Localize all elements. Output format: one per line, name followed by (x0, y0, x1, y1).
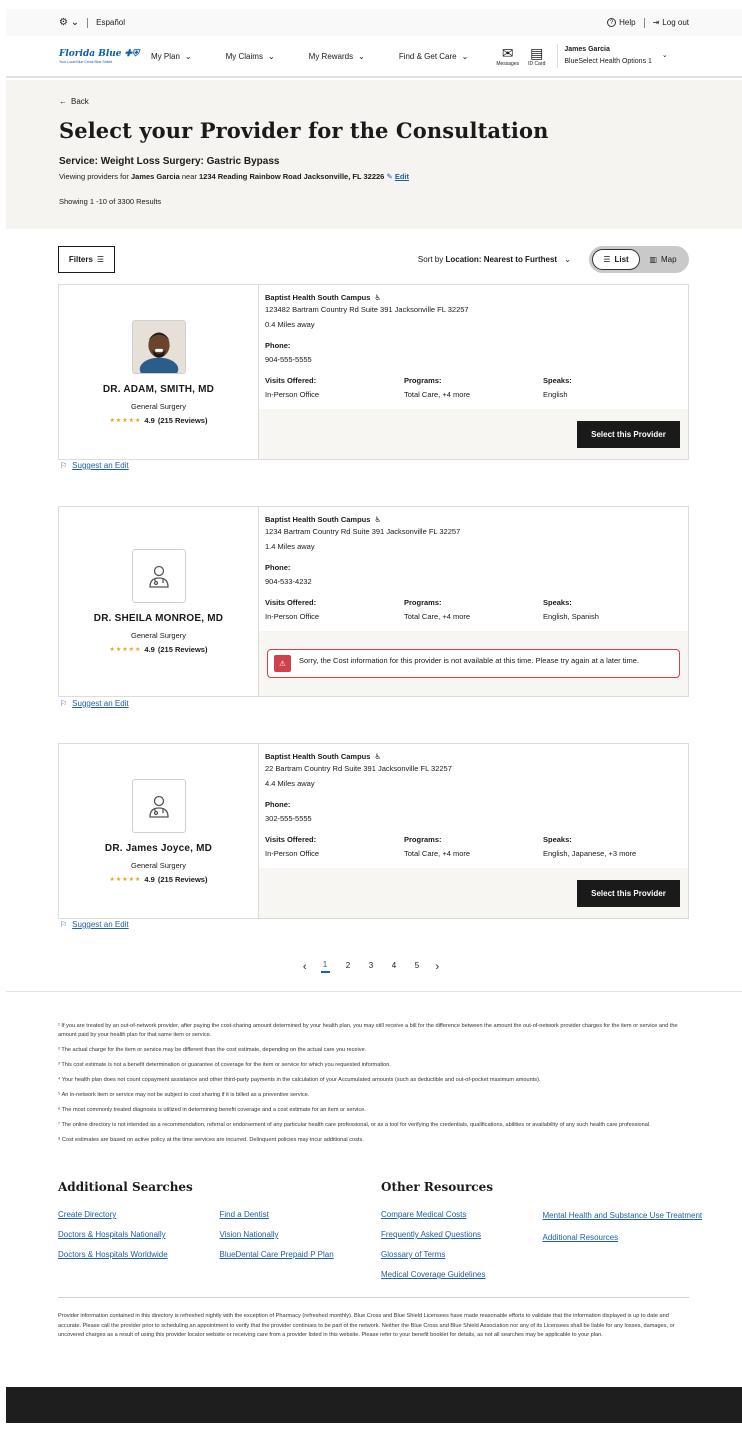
list-icon: ☰ (603, 254, 611, 264)
nav-label: My Rewards (308, 51, 354, 61)
programs-label: Programs: (404, 376, 442, 385)
link-doctors-worldwide[interactable]: Doctors & Hospitals Worldwide (58, 1250, 168, 1259)
doctor-placeholder-icon (146, 563, 172, 589)
other-resources-title: Other Resources (381, 1180, 493, 1194)
provider-summary (59, 285, 259, 459)
provider-name: DR. James Joyce, MD (104, 842, 213, 854)
nav-find-get-care[interactable] (399, 52, 469, 61)
provider-specialty: General Surgery (130, 631, 187, 640)
list-view-button[interactable] (592, 249, 640, 270)
visits-label: Visits Offered: (265, 376, 317, 385)
cost-unavailable-alert (267, 649, 680, 678)
utility-right (607, 18, 689, 28)
doctor-placeholder-icon (146, 793, 172, 819)
star-rating-icon: ★★★★★ (109, 876, 142, 883)
provider-name: DR. SHEILA MONROE, MD (93, 613, 224, 624)
logout-label: Log out (662, 18, 689, 27)
speaks-value: English, Japanese, +3 more (543, 849, 637, 858)
footnote: ⁶ The most commonly treated diagnosis is utilized in determining benefit coverage and a cost estimate for an item or service. (58, 1107, 366, 1113)
results-count: Showing 1 -10 of 3300 Results (59, 197, 162, 206)
suggest-edit-label: Suggest an Edit (72, 461, 129, 470)
resources-section (58, 1180, 703, 1279)
link-mental-health[interactable]: Mental Health and Substance Use Treatment (542, 1211, 703, 1220)
logo-tagline: Your Local Blue Cross Blue Shield (59, 59, 113, 64)
page-3[interactable]: 3 (368, 961, 374, 970)
chevron-right-icon[interactable]: › (435, 960, 440, 973)
cross-shield-icon: ✚⛨ (124, 48, 139, 59)
phone-number: 904-555-5555 (265, 355, 312, 364)
link-bluedental[interactable]: BlueDental Care Prepaid P Plan (219, 1250, 334, 1259)
rating-value: 4.9 (144, 874, 155, 884)
programs-value: Total Care, +4 more (404, 612, 471, 621)
visits-value: In-Person Office (265, 849, 320, 858)
viewing-prefix: Viewing providers for (59, 172, 129, 181)
link-compare-costs[interactable]: Compare Medical Costs (381, 1210, 467, 1219)
nav-my-claims[interactable] (226, 52, 275, 61)
sort-dropdown[interactable] (418, 255, 571, 264)
flag-icon: ⚐ (60, 920, 68, 929)
distance: 4.4 Miles away (265, 779, 315, 788)
section-divider (6, 991, 742, 992)
page-2[interactable]: 2 (345, 961, 351, 970)
settings-gear-icon[interactable]: ⚙ ⌄ (59, 17, 80, 28)
phone-number: 904-533-4232 (265, 577, 312, 586)
divider (644, 18, 645, 28)
provider-rating (110, 416, 208, 425)
provider-photo (132, 320, 186, 374)
other-resources (381, 1180, 704, 1279)
facility-address: 123482 Bartram Country Rd Suite 391 Jacksonville FL 32257 (265, 305, 469, 314)
filters-button[interactable] (58, 246, 115, 273)
sort-value: Location: Nearest to Furthest (445, 254, 558, 264)
programs-value: Total Care, +4 more (404, 849, 471, 858)
link-coverage-guidelines[interactable]: Medical Coverage Guidelines (381, 1270, 486, 1279)
back-link[interactable] (59, 97, 689, 106)
nav-label: My Claims (225, 51, 263, 61)
map-view-button[interactable] (640, 249, 686, 270)
suggest-edit-label: Suggest an Edit (72, 920, 129, 929)
divider (87, 18, 88, 28)
phone-label: Phone: (265, 563, 291, 572)
sort-and-view (418, 246, 689, 273)
speaks-label: Speaks: (543, 598, 572, 607)
flag-icon: ⚐ (60, 699, 68, 708)
speaks-label: Speaks: (543, 376, 572, 385)
chevron-down-icon: ⌄ (461, 51, 469, 61)
footnote: ⁸ Cost estimates are based on active policy at the time services are incurred. Delinquent policies may incur additional costs. (58, 1137, 364, 1143)
link-doctors-nationally[interactable]: Doctors & Hospitals Nationally (58, 1230, 166, 1239)
messages-label: Messages (496, 60, 520, 67)
programs-label: Programs: (404, 598, 442, 607)
star-rating-icon: ★★★★★ (109, 647, 142, 653)
link-faq[interactable]: Frequently Asked Questions (381, 1230, 482, 1239)
envelope-icon: ✉ (501, 44, 514, 61)
nav-my-plan[interactable] (151, 52, 192, 61)
messages-button[interactable] (496, 46, 519, 67)
additional-searches (58, 1180, 381, 1279)
page-title: Select your Provider for the Consultation (59, 118, 549, 143)
back-label: Back (71, 97, 89, 106)
footnotes (58, 1022, 689, 1151)
list-label: List (614, 254, 629, 264)
nav-label: Find & Get Care (398, 51, 457, 61)
main-navigation (6, 36, 742, 78)
results-toolbar (58, 245, 689, 273)
help-icon: ? (607, 18, 616, 27)
provider-details (259, 507, 688, 696)
viewing-member: James Garcia (131, 172, 180, 181)
review-count: (215 Reviews) (157, 645, 208, 654)
facility-address: 1234 Bartram Country Rd Suite 391 Jacksonville FL 32257 (265, 527, 461, 536)
account-name: James Garcia (564, 46, 610, 53)
distance: 0.4 Miles away (265, 320, 315, 329)
service-heading: Service: Weight Loss Surgery: Gastric Bypass (59, 156, 280, 167)
star-rating-icon: ★★★★★ (109, 417, 142, 424)
id-card-button[interactable] (528, 46, 545, 67)
wheelchair-icon: ♿ (374, 293, 382, 302)
suggest-edit-link[interactable] (60, 461, 129, 470)
account-plan: BlueSelect Health Options 1 (564, 58, 652, 65)
page-4[interactable]: 4 (391, 961, 397, 970)
nav-label: My Plan (151, 51, 180, 61)
select-provider-button[interactable]: Select this Provider (577, 880, 680, 907)
provider-details (259, 285, 688, 459)
provider-rating (110, 645, 208, 654)
facility-name: Baptist Health South Campus ♿ (265, 752, 382, 761)
provider-summary (59, 744, 259, 918)
link-additional-resources[interactable]: Additional Resources (542, 1233, 619, 1242)
chevron-down-icon: ⌄ (184, 51, 192, 61)
card-action-bar (259, 409, 688, 459)
provider-rating (110, 875, 208, 884)
footnote: ⁵ An in-network item or service may not be subject to cost sharing if it is billed as a preventive service. (58, 1092, 310, 1098)
speaks-value: English, Spanish (543, 612, 599, 621)
sliders-icon: ☰ (96, 254, 105, 264)
id-card-icon: ▤ (530, 44, 544, 61)
account-menu[interactable] (557, 44, 667, 68)
id-card-label: ID Card (528, 60, 546, 67)
provider-card (58, 284, 689, 460)
facility-name: Baptist Health South Campus ♿ (265, 293, 382, 302)
chevron-down-icon: ⌄ (661, 52, 668, 59)
provider-details (259, 744, 688, 918)
edit-location-link[interactable]: Edit (394, 172, 410, 181)
nav-my-rewards[interactable] (309, 52, 365, 61)
florida-blue-logo[interactable] (59, 49, 151, 64)
utility-left (59, 17, 125, 28)
wheelchair-icon: ♿ (374, 752, 382, 761)
footnote: ² The actual charge for the item or service may be different than the cost estimate, depending on the actual care you receive. (58, 1047, 367, 1053)
provider-photo-placeholder (132, 779, 186, 833)
page-header (6, 80, 742, 229)
programs-label: Programs: (404, 835, 442, 844)
programs-value: Total Care, +4 more (404, 390, 471, 399)
facility-name: Baptist Health South Campus ♿ (265, 515, 382, 524)
footnote: ¹ If you are treated by an out-of-network provider, after paying the cost-sharing amount determined by your health plan, you may still receive a bill for the difference between the amount the out-of-network provider charges for the item or service and the amount paid by your health plan for that same item or service. (58, 1023, 678, 1038)
logout-link[interactable] (653, 18, 689, 27)
section-divider (58, 1297, 689, 1298)
link-find-dentist[interactable]: Find a Dentist (219, 1210, 269, 1219)
wheelchair-icon: ♿ (374, 515, 382, 524)
phone-number: 302-555-5555 (265, 814, 312, 823)
distance: 1.4 Miles away (265, 542, 315, 551)
facility-address: 22 Bartram Country Rd Suite 391 Jacksonville FL 32257 (265, 764, 452, 773)
flag-icon: ⚐ (60, 461, 68, 470)
phone-label: Phone: (265, 800, 291, 809)
card-action-bar (259, 631, 688, 696)
logo-brand: Florida Blue (59, 48, 122, 59)
help-link[interactable] (607, 18, 635, 27)
footnote: ⁴ Your health plan does not count copayment assistance and other third-party payments in the calculation of your Accumulated amounts (such as deductible and out-of-pocket maximum amounts). (58, 1077, 541, 1083)
viewing-near: near (181, 172, 197, 181)
viewing-context (59, 172, 689, 181)
rating-value: 4.9 (144, 415, 155, 425)
site-footer (6, 1387, 742, 1423)
visits-label: Visits Offered: (265, 835, 317, 844)
rating-value: 4.9 (144, 645, 155, 654)
speaks-label: Speaks: (543, 835, 572, 844)
visits-value: In-Person Office (265, 390, 320, 399)
link-vision-nationally[interactable]: Vision Nationally (219, 1230, 279, 1239)
additional-searches-title: Additional Searches (58, 1180, 193, 1194)
directory-disclaimer: Provider information contained in this directory is refreshed nightly with the exception of Pharmacy (refreshed monthly). Blue Cross and Blue Shield Licensees have made reasonable efforts to validate that the information displayed is up to date and accurate. Please call the provider prior to scheduling an appointment to verify that the provider continues to be part of the network. Neither the Blue Cross and Blue Shield Association nor any of its Licensees shall be liable for any losses, damages, or uncovered charges as a result of using this provider locator website or receiving care from a provider listed in this website. Please refer to your benefit booklet for details, as not all searches may be applicable to your plan. (58, 1313, 675, 1338)
map-label: Map (661, 254, 677, 264)
footnote: ⁷ The online directory is not intended as a recommendation, referral or endorsement of any particular health care professional, or as a tool for verifying the credentials, qualifications, abilities or availability of any such health care professional. (58, 1122, 651, 1128)
link-glossary[interactable]: Glossary of Terms (381, 1250, 446, 1259)
page-5[interactable]: 5 (414, 961, 420, 970)
page-1[interactable]: 1 (321, 960, 330, 973)
provider-summary (59, 507, 259, 696)
help-label: Help (619, 18, 636, 27)
warning-icon: ⚠ (274, 655, 291, 672)
provider-card (58, 506, 689, 697)
select-provider-button[interactable]: Select this Provider (577, 421, 680, 448)
chevron-down-icon: ⌄ (358, 51, 365, 61)
chevron-down-icon: ⌄ (564, 254, 571, 264)
review-count: (215 Reviews) (157, 874, 208, 884)
suggest-edit-link[interactable] (60, 699, 129, 708)
card-action-bar (259, 868, 688, 918)
speaks-value: English (543, 390, 568, 399)
visits-label: Visits Offered: (265, 598, 317, 607)
filters-label: Filters (68, 254, 93, 264)
chevron-left-icon[interactable]: ‹ (302, 960, 307, 973)
arrow-left-icon: ← (59, 97, 67, 106)
language-link[interactable]: Español (96, 18, 126, 27)
provider-photo-placeholder (132, 549, 186, 603)
footnote: ³ This cost estimate is not a benefit determination or guarantee of coverage for the item or service for which you requested information. (58, 1062, 391, 1068)
logout-icon: ⇥ (652, 18, 660, 27)
provider-specialty: General Surgery (130, 860, 187, 870)
provider-name: DR. ADAM, SMITH, MD (102, 383, 215, 395)
alert-message: Sorry, the Cost information for this provider is not available at this time. Please try again at a later time. (299, 656, 640, 665)
utility-bar (6, 9, 742, 36)
sort-prefix: Sort by (417, 254, 444, 264)
doctor-photo-icon (133, 320, 185, 374)
provider-specialty: General Surgery (130, 401, 187, 411)
suggest-edit-label: Suggest an Edit (72, 699, 129, 708)
link-create-directory[interactable]: Create Directory (58, 1210, 117, 1219)
provider-card (58, 743, 689, 919)
review-count: (215 Reviews) (157, 415, 208, 425)
pencil-icon: ✎ (386, 172, 393, 181)
view-toggle (589, 246, 689, 273)
phone-label: Phone: (265, 341, 291, 350)
chevron-down-icon: ⌄ (267, 51, 275, 61)
suggest-edit-link[interactable] (60, 920, 129, 929)
map-icon: ▥ (649, 254, 657, 264)
pagination (0, 960, 742, 973)
viewing-address: 1234 Reading Rainbow Road Jacksonville, FL 32226 (199, 172, 385, 181)
visits-value: In-Person Office (265, 612, 320, 621)
